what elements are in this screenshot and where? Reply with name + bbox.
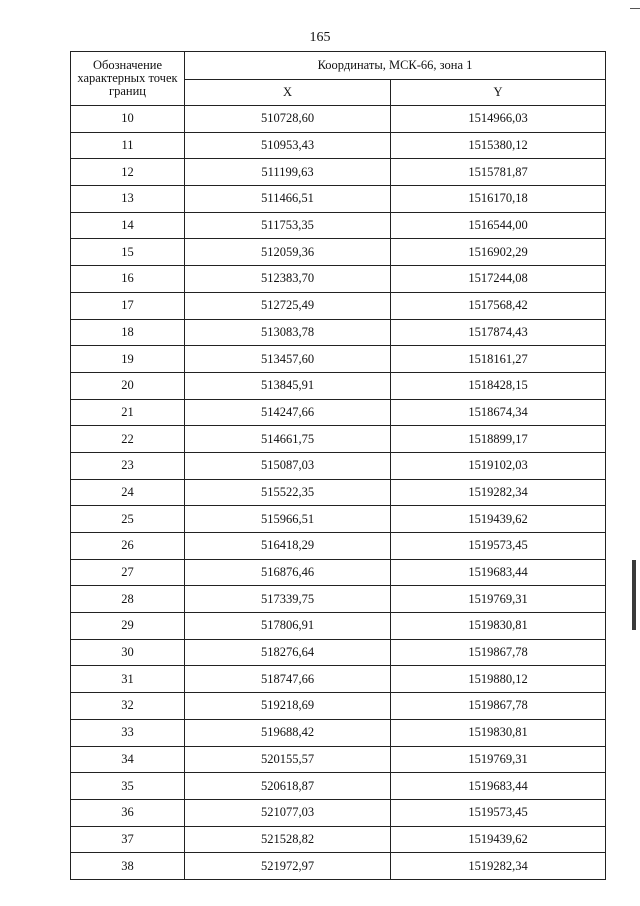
x-coordinate-cell: 519218,69 bbox=[185, 693, 391, 720]
point-cell: 14 bbox=[71, 212, 185, 239]
y-coordinate-cell: 1518428,15 bbox=[391, 372, 606, 399]
y-coordinate-cell: 1519282,34 bbox=[391, 853, 606, 880]
y-coordinate-cell: 1519439,62 bbox=[391, 826, 606, 853]
y-coordinate-cell: 1519830,81 bbox=[391, 613, 606, 640]
table-row bbox=[71, 186, 606, 213]
point-cell: 11 bbox=[71, 132, 185, 159]
table-body bbox=[71, 106, 606, 880]
point-cell: 20 bbox=[71, 372, 185, 399]
point-cell: 19 bbox=[71, 346, 185, 373]
x-coordinate-cell: 515087,03 bbox=[185, 452, 391, 479]
point-cell: 22 bbox=[71, 426, 185, 453]
point-cell: 18 bbox=[71, 319, 185, 346]
table-row bbox=[71, 506, 606, 533]
point-cell: 38 bbox=[71, 853, 185, 880]
y-coordinate-cell: 1517244,08 bbox=[391, 266, 606, 293]
y-coordinate-cell: 1518674,34 bbox=[391, 399, 606, 426]
x-coordinate-cell: 520155,57 bbox=[185, 746, 391, 773]
table-row bbox=[71, 132, 606, 159]
point-cell: 31 bbox=[71, 666, 185, 693]
y-coordinate-cell: 1517568,42 bbox=[391, 292, 606, 319]
x-coordinate-cell: 510728,60 bbox=[185, 106, 391, 133]
table-row bbox=[71, 533, 606, 560]
table-row bbox=[71, 106, 606, 133]
x-coordinate-cell: 519688,42 bbox=[185, 719, 391, 746]
point-cell: 28 bbox=[71, 586, 185, 613]
y-coordinate-cell: 1518899,17 bbox=[391, 426, 606, 453]
y-coordinate-cell: 1519102,03 bbox=[391, 452, 606, 479]
table-row bbox=[71, 212, 606, 239]
x-coordinate-cell: 521972,97 bbox=[185, 853, 391, 880]
x-coordinate-cell: 513457,60 bbox=[185, 346, 391, 373]
x-coordinate-cell: 512725,49 bbox=[185, 292, 391, 319]
header-point-designation: Обозначение характерных точек границ bbox=[71, 52, 185, 106]
table-row bbox=[71, 826, 606, 853]
table-row bbox=[71, 559, 606, 586]
point-cell: 35 bbox=[71, 773, 185, 800]
y-coordinate-cell: 1519867,78 bbox=[391, 639, 606, 666]
point-cell: 34 bbox=[71, 746, 185, 773]
y-coordinate-cell: 1519880,12 bbox=[391, 666, 606, 693]
point-cell: 32 bbox=[71, 693, 185, 720]
x-coordinate-cell: 511199,63 bbox=[185, 159, 391, 186]
point-cell: 21 bbox=[71, 399, 185, 426]
table-row bbox=[71, 586, 606, 613]
y-coordinate-cell: 1519282,34 bbox=[391, 479, 606, 506]
y-coordinate-cell: 1519769,31 bbox=[391, 746, 606, 773]
table-row bbox=[71, 639, 606, 666]
x-coordinate-cell: 511466,51 bbox=[185, 186, 391, 213]
table-row bbox=[71, 693, 606, 720]
y-coordinate-cell: 1515781,87 bbox=[391, 159, 606, 186]
table-row bbox=[71, 452, 606, 479]
x-coordinate-cell: 511753,35 bbox=[185, 212, 391, 239]
page-number: 165 bbox=[309, 30, 331, 45]
x-coordinate-cell: 518747,66 bbox=[185, 666, 391, 693]
table-row bbox=[71, 372, 606, 399]
point-cell: 37 bbox=[71, 826, 185, 853]
table-row bbox=[71, 399, 606, 426]
table-row bbox=[71, 479, 606, 506]
y-coordinate-cell: 1519769,31 bbox=[391, 586, 606, 613]
x-coordinate-cell: 514247,66 bbox=[185, 399, 391, 426]
y-coordinate-cell: 1519573,45 bbox=[391, 533, 606, 560]
table-row bbox=[71, 613, 606, 640]
y-coordinate-cell: 1517874,43 bbox=[391, 319, 606, 346]
table-row bbox=[71, 292, 606, 319]
x-coordinate-cell: 515522,35 bbox=[185, 479, 391, 506]
x-coordinate-cell: 512383,70 bbox=[185, 266, 391, 293]
table-row bbox=[71, 266, 606, 293]
x-coordinate-cell: 518276,64 bbox=[185, 639, 391, 666]
point-cell: 10 bbox=[71, 106, 185, 133]
header-y: Y bbox=[391, 80, 606, 106]
point-cell: 24 bbox=[71, 479, 185, 506]
table-row bbox=[71, 159, 606, 186]
table-row bbox=[71, 346, 606, 373]
point-cell: 12 bbox=[71, 159, 185, 186]
table-header bbox=[71, 52, 606, 106]
point-cell: 23 bbox=[71, 452, 185, 479]
point-cell: 13 bbox=[71, 186, 185, 213]
y-coordinate-cell: 1519830,81 bbox=[391, 719, 606, 746]
x-coordinate-cell: 512059,36 bbox=[185, 239, 391, 266]
table-row bbox=[71, 746, 606, 773]
y-coordinate-cell: 1519867,78 bbox=[391, 693, 606, 720]
x-coordinate-cell: 513845,91 bbox=[185, 372, 391, 399]
point-cell: 25 bbox=[71, 506, 185, 533]
y-coordinate-cell: 1518161,27 bbox=[391, 346, 606, 373]
y-coordinate-cell: 1519683,44 bbox=[391, 559, 606, 586]
x-coordinate-cell: 517806,91 bbox=[185, 613, 391, 640]
coordinates-table bbox=[70, 51, 606, 880]
x-coordinate-cell: 517339,75 bbox=[185, 586, 391, 613]
y-coordinate-cell: 1516902,29 bbox=[391, 239, 606, 266]
x-coordinate-cell: 515966,51 bbox=[185, 506, 391, 533]
header-x: X bbox=[185, 80, 391, 106]
header-row-top bbox=[71, 52, 606, 80]
y-coordinate-cell: 1519683,44 bbox=[391, 773, 606, 800]
point-cell: 17 bbox=[71, 292, 185, 319]
table-row bbox=[71, 799, 606, 826]
point-cell: 29 bbox=[71, 613, 185, 640]
y-coordinate-cell: 1516544,00 bbox=[391, 212, 606, 239]
point-cell: 15 bbox=[71, 239, 185, 266]
x-coordinate-cell: 510953,43 bbox=[185, 132, 391, 159]
point-cell: 36 bbox=[71, 799, 185, 826]
scan-edge-mark bbox=[630, 8, 640, 15]
x-coordinate-cell: 513083,78 bbox=[185, 319, 391, 346]
point-cell: 27 bbox=[71, 559, 185, 586]
point-cell: 33 bbox=[71, 719, 185, 746]
y-coordinate-cell: 1516170,18 bbox=[391, 186, 606, 213]
header-coordinates-group: Координаты, МСК-66, зона 1 bbox=[185, 52, 606, 80]
table-row bbox=[71, 426, 606, 453]
y-coordinate-cell: 1515380,12 bbox=[391, 132, 606, 159]
table-row bbox=[71, 719, 606, 746]
scan-edge-mark-side bbox=[632, 560, 636, 630]
y-coordinate-cell: 1514966,03 bbox=[391, 106, 606, 133]
table-row bbox=[71, 319, 606, 346]
x-coordinate-cell: 520618,87 bbox=[185, 773, 391, 800]
point-cell: 26 bbox=[71, 533, 185, 560]
y-coordinate-cell: 1519573,45 bbox=[391, 799, 606, 826]
y-coordinate-cell: 1519439,62 bbox=[391, 506, 606, 533]
table-row bbox=[71, 666, 606, 693]
x-coordinate-cell: 516418,29 bbox=[185, 533, 391, 560]
point-cell: 30 bbox=[71, 639, 185, 666]
table-row bbox=[71, 773, 606, 800]
x-coordinate-cell: 521077,03 bbox=[185, 799, 391, 826]
point-cell: 16 bbox=[71, 266, 185, 293]
table-row bbox=[71, 239, 606, 266]
x-coordinate-cell: 521528,82 bbox=[185, 826, 391, 853]
x-coordinate-cell: 516876,46 bbox=[185, 559, 391, 586]
x-coordinate-cell: 514661,75 bbox=[185, 426, 391, 453]
table-row bbox=[71, 853, 606, 880]
